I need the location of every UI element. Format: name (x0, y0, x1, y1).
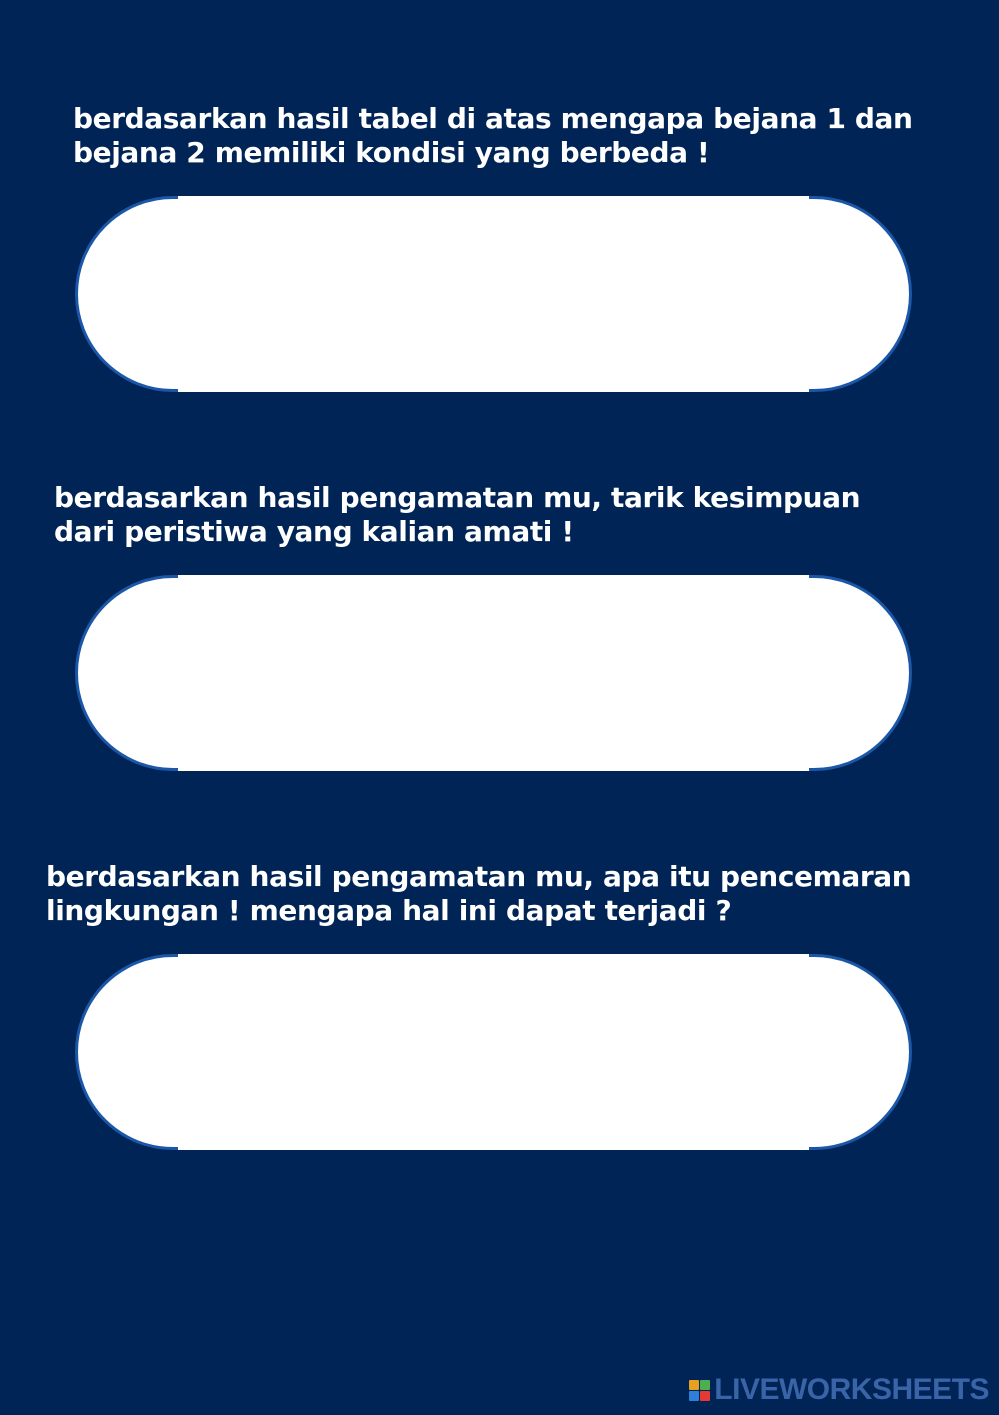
logo-square-4 (700, 1391, 710, 1401)
logo-square-1 (689, 1380, 699, 1390)
question-1-line2: bejana 2 memiliki kondisi yang berbeda ! (73, 136, 710, 169)
question-2 (54, 481, 934, 549)
logo-square-3 (689, 1391, 699, 1401)
logo-squares-icon (689, 1380, 710, 1401)
question-1-line1: berdasarkan hasil tabel di atas mengapa bejana 1 dan (73, 102, 913, 135)
question-3-line2: lingkungan ! mengapa hal ini dapat terjadi ? (46, 894, 732, 927)
answer-field-2[interactable] (138, 598, 849, 748)
answer-box-3[interactable] (75, 954, 912, 1150)
answer-box-1[interactable] (75, 196, 912, 392)
question-1 (73, 102, 953, 170)
logo-text: LIVEWORKSHEETS (714, 1373, 989, 1406)
question-3-line1: berdasarkan hasil pengamatan mu, apa itu pencemaran (46, 860, 912, 893)
question-2-line1: berdasarkan hasil pengamatan mu, tarik kesimpuan (54, 481, 861, 514)
answer-field-3[interactable] (138, 977, 849, 1127)
question-2-line2: dari peristiwa yang kalian amati ! (54, 515, 574, 548)
question-3 (46, 860, 966, 928)
liveworksheets-logo (689, 1373, 989, 1407)
answer-field-1[interactable] (138, 219, 849, 369)
answer-box-2[interactable] (75, 575, 912, 771)
logo-square-2 (700, 1380, 710, 1390)
